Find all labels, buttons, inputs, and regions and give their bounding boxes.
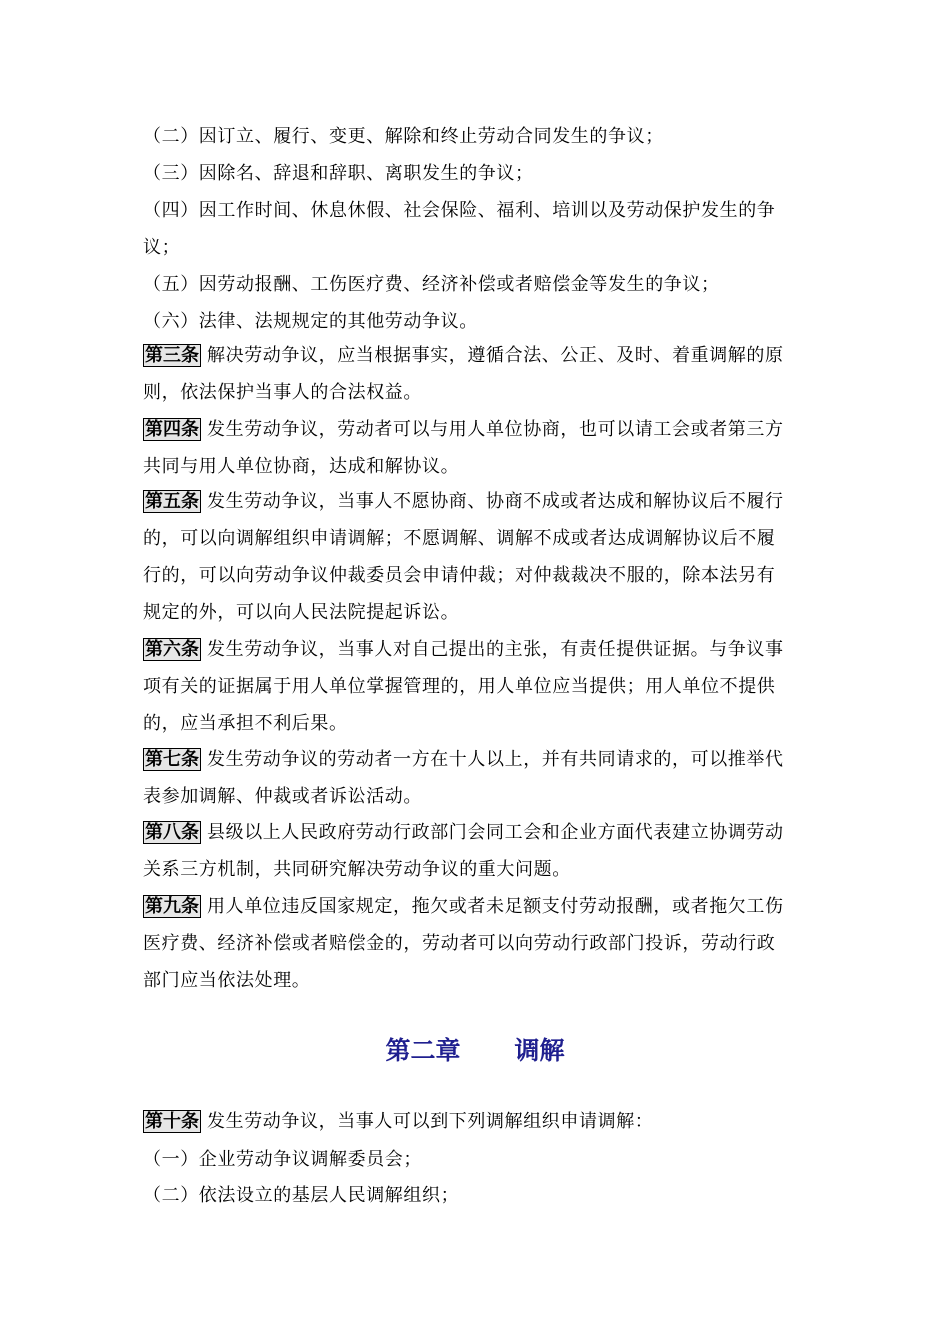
paragraph-line: 议；	[143, 237, 181, 258]
article-number: 第三条	[145, 345, 199, 366]
paragraph-line: 则，依法保护当事人的合法权益。	[143, 382, 422, 403]
paragraph-line: 的，应当承担不利后果。	[143, 713, 348, 734]
chapter-number: 第二章	[385, 1036, 461, 1065]
paragraph-line: （五）因劳动报酬、工伤医疗费、经济补偿或者赔偿金等发生的争议；	[143, 274, 720, 295]
paragraph-line: 规定的外，可以向人民法院提起诉讼。	[143, 602, 460, 623]
paragraph-line: 行的，可以向劳动争议仲裁委员会申请仲裁；对仲裁裁决不服的，除本法另有	[143, 565, 776, 586]
article-number: 第九条	[145, 896, 199, 917]
article-text: 发生劳动争议，当事人对自己提出的主张，有责任提供证据。与争议事	[207, 639, 784, 660]
paragraph-line: （一）企业劳动争议调解委员会；	[143, 1149, 422, 1170]
article-text: 发生劳动争议，当事人可以到下列调解组织申请调解：	[207, 1111, 654, 1132]
paragraph-line: （四）因工作时间、休息休假、社会保险、福利、培训以及劳动保护发生的争	[143, 200, 776, 221]
paragraph-line: 共同与用人单位协商，达成和解协议。	[143, 456, 460, 477]
article-line	[143, 895, 813, 919]
article-text: 发生劳动争议，劳动者可以与用人单位协商，也可以请工会或者第三方	[207, 419, 784, 440]
article-number: 第六条	[145, 639, 199, 660]
article-line	[143, 748, 813, 772]
article-number: 第五条	[145, 491, 199, 512]
paragraph-line: （二）因订立、履行、变更、解除和终止劳动合同发生的争议；	[143, 126, 664, 147]
paragraph-line: （二）依法设立的基层人民调解组织；	[143, 1185, 460, 1206]
paragraph-line: 的，可以向调解组织申请调解；不愿调解、调解不成或者达成调解协议后不履	[143, 528, 776, 549]
paragraph-line: （六）法律、法规规定的其他劳动争议。	[143, 311, 478, 332]
paragraph-line: 项有关的证据属于用人单位掌握管理的，用人单位应当提供；用人单位不提供	[143, 676, 776, 697]
article-number: 第四条	[145, 419, 199, 440]
article-text: 县级以上人民政府劳动行政部门会同工会和企业方面代表建立协调劳动	[207, 822, 784, 843]
article-line	[143, 821, 813, 845]
paragraph-line: 关系三方机制，共同研究解决劳动争议的重大问题。	[143, 859, 571, 880]
article-line	[143, 418, 813, 442]
article-text: 发生劳动争议，当事人不愿协商、协商不成或者达成和解协议后不履行	[207, 491, 784, 512]
article-text: 解决劳动争议，应当根据事实，遵循合法、公正、及时、着重调解的原	[207, 345, 784, 366]
article-number: 第七条	[145, 749, 199, 770]
paragraph-line: （三）因除名、辞退和辞职、离职发生的争议；	[143, 163, 534, 184]
article-line	[143, 490, 813, 514]
paragraph-line: 表参加调解、仲裁或者诉讼活动。	[143, 786, 422, 807]
article-text: 发生劳动争议的劳动者一方在十人以上，并有共同请求的，可以推举代	[207, 749, 784, 770]
article-text: 用人单位违反国家规定，拖欠或者未足额支付劳动报酬，或者拖欠工伤	[207, 896, 784, 917]
article-line	[143, 1110, 813, 1134]
article-number: 第十条	[145, 1111, 199, 1132]
article-number: 第八条	[145, 822, 199, 843]
article-line	[143, 638, 813, 662]
paragraph-line: 医疗费、经济补偿或者赔偿金的，劳动者可以向劳动行政部门投诉，劳动行政	[143, 933, 776, 954]
paragraph-line: 部门应当依法处理。	[143, 970, 311, 991]
chapter-title: 调解	[514, 1036, 565, 1065]
article-line	[143, 344, 813, 368]
chapter-heading	[0, 1035, 950, 1067]
